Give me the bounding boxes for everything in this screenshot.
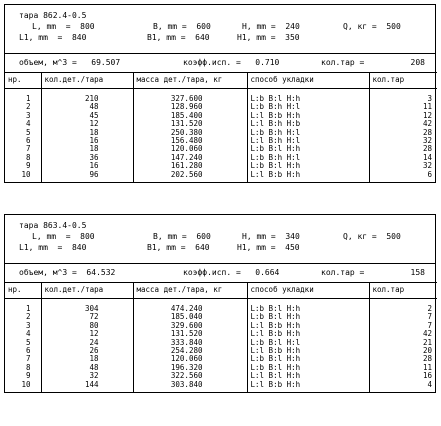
cell-package-count: 32 <box>369 162 437 170</box>
cell-mass: 254.280 <box>133 347 247 355</box>
cell-mass: 128.960 <box>133 103 247 111</box>
cell-number: 7 <box>25 144 31 154</box>
cell-packing-method: L:b B:h H:l <box>247 129 369 137</box>
cell-parts-per-package: 12 <box>41 120 133 128</box>
cell-number: 10 <box>21 169 31 179</box>
table-row <box>5 313 437 321</box>
cell-number: 1 <box>25 94 31 103</box>
cell-number: 8 <box>25 152 31 162</box>
cell-number: 4 <box>25 329 31 339</box>
param-length-1: L1, mm = 840 <box>19 33 87 42</box>
utilization-value: коэфф.исп. = 0.664 <box>183 268 280 277</box>
cell-package-count: 7 <box>369 322 437 330</box>
cell-packing-method: L:l B:b H:h <box>247 322 369 330</box>
cell-number: 6 <box>25 346 31 356</box>
cell-packing-method: L:l B:b H:h <box>247 171 369 182</box>
cell-package-count: 11 <box>369 364 437 372</box>
cell-number: 2 <box>25 102 31 112</box>
cell-parts-per-package: 16 <box>41 137 133 145</box>
cell-packing-method: L:b B:h H:l <box>247 103 369 111</box>
col-header-parts-per-package: кол.дет./тара <box>41 73 133 89</box>
cell-package-count: 21 <box>369 339 437 347</box>
cell-parts-per-package: 96 <box>41 171 133 182</box>
cell-package-count: 42 <box>369 120 437 128</box>
cell-parts-per-package: 48 <box>41 103 133 111</box>
param-width: B, mm = 600 <box>153 22 211 31</box>
cell-package-count: 32 <box>369 137 437 145</box>
cell-packing-method: L:b B:l H:h <box>247 364 369 372</box>
param-length-1: L1, mm = 840 <box>19 243 87 252</box>
cell-parts-per-package: 26 <box>41 347 133 355</box>
table-row <box>5 355 437 363</box>
cell-mass: 147.240 <box>133 154 247 162</box>
cell-parts-per-package: 72 <box>41 313 133 321</box>
cell-mass: 131.520 <box>133 120 247 128</box>
cell-package-count: 11 <box>369 103 437 111</box>
col-header-number: нр. <box>5 73 41 89</box>
package-block-1 <box>4 4 436 183</box>
param-load: Q, кг = 500 <box>343 232 401 241</box>
cell-parts-per-package: 45 <box>41 112 133 120</box>
param-length: L, mm = 800 <box>32 22 95 31</box>
cell-mass: 131.520 <box>133 330 247 338</box>
cell-number: 3 <box>25 110 31 120</box>
table-row <box>5 171 437 182</box>
cell-parts-per-package: 304 <box>41 305 133 313</box>
table-row <box>5 305 437 313</box>
cell-parts-per-package: 48 <box>41 364 133 372</box>
package-title: тара 863.4-0.5 <box>19 221 87 230</box>
cell-mass: 185.040 <box>133 313 247 321</box>
cell-package-count: 7 <box>369 313 437 321</box>
table-row <box>5 137 437 145</box>
cell-mass: 303.840 <box>133 381 247 392</box>
col-header-number: нр. <box>5 283 41 299</box>
param-height: H, mm = 340 <box>242 232 300 241</box>
cell-package-count: 4 <box>369 381 437 392</box>
cell-packing-method: L:b B:l H:h <box>247 95 369 103</box>
cell-number: 2 <box>25 312 31 322</box>
cell-packing-method: L:l B:b H:h <box>247 112 369 120</box>
col-header-package-count: кол.тар <box>369 283 437 299</box>
param-height: H, mm = 240 <box>242 22 300 31</box>
cell-packing-method: L:l B:h H:l <box>247 137 369 145</box>
param-width-1: B1, mm = 640 <box>147 33 210 42</box>
packing-table <box>5 72 437 182</box>
cell-parts-per-package: 32 <box>41 372 133 380</box>
table-row <box>5 129 437 137</box>
package-summary <box>5 263 435 282</box>
table-header-row <box>5 73 437 89</box>
cell-mass: 120.060 <box>133 355 247 363</box>
table-row <box>5 330 437 338</box>
cell-mass: 156.480 <box>133 137 247 145</box>
cell-number: 5 <box>25 127 31 137</box>
table-header-row <box>5 283 437 299</box>
param-height-1: H1, mm = 350 <box>237 33 300 42</box>
cell-parts-per-package: 12 <box>41 330 133 338</box>
table-row <box>5 322 437 330</box>
package-header <box>5 5 435 53</box>
col-header-packing-method: способ укладки <box>247 283 369 299</box>
cell-package-count: 28 <box>369 355 437 363</box>
cell-packing-method: L:b B:l H:h <box>247 305 369 313</box>
cell-packing-method: L:b B:h H:l <box>247 154 369 162</box>
cell-packing-method: L:l B:b H:h <box>247 347 369 355</box>
cell-parts-per-package: 18 <box>41 145 133 153</box>
volume-value: объем, м^3 = 64.532 <box>19 268 116 277</box>
packing-table <box>5 282 437 392</box>
cell-packing-method: L:b B:l H:h <box>247 162 369 170</box>
table-row <box>5 103 437 111</box>
package-count-label: кол.тар = <box>321 268 365 277</box>
cell-packing-method: L:b B:l H:l <box>247 339 369 347</box>
cell-number: 8 <box>25 362 31 372</box>
cell-number: 9 <box>25 161 31 171</box>
volume-value: объем, м^3 = 69.507 <box>19 58 121 67</box>
cell-package-count: 16 <box>369 372 437 380</box>
cell-package-count: 28 <box>369 129 437 137</box>
col-header-parts-per-package: кол.дет./тара <box>41 283 133 299</box>
table-row <box>5 120 437 128</box>
cell-package-count: 42 <box>369 330 437 338</box>
col-header-mass: масса дет./тара, кг <box>133 73 247 89</box>
table-row <box>5 339 437 347</box>
cell-parts-per-package: 144 <box>41 381 133 392</box>
cell-package-count: 3 <box>369 95 437 103</box>
cell-mass: 333.840 <box>133 339 247 347</box>
cell-packing-method: L:b B:l H:h <box>247 355 369 363</box>
cell-packing-method: L:b B:l H:h <box>247 145 369 153</box>
cell-parts-per-package: 210 <box>41 95 133 103</box>
cell-number: 7 <box>25 354 31 364</box>
cell-parts-per-package: 80 <box>41 322 133 330</box>
param-width-1: B1, mm = 640 <box>147 243 210 252</box>
cell-number: 4 <box>25 119 31 129</box>
cell-package-count: 28 <box>369 145 437 153</box>
cell-mass: 120.060 <box>133 145 247 153</box>
utilization-value: коэфф.исп. = 0.710 <box>183 58 280 67</box>
cell-mass: 202.560 <box>133 171 247 182</box>
cell-mass: 196.320 <box>133 364 247 372</box>
package-summary <box>5 53 435 72</box>
cell-mass: 250.380 <box>133 129 247 137</box>
table-row <box>5 154 437 162</box>
package-title: тара 862.4-0.5 <box>19 11 87 20</box>
cell-packing-method: L:l B:h H:b <box>247 120 369 128</box>
cell-number: 10 <box>21 379 31 389</box>
cell-number: 3 <box>25 320 31 330</box>
cell-mass: 327.600 <box>133 95 247 103</box>
cell-packing-method: L:b B:l H:h <box>247 313 369 321</box>
cell-parts-per-package: 36 <box>41 154 133 162</box>
cell-package-count: 6 <box>369 171 437 182</box>
cell-package-count: 14 <box>369 154 437 162</box>
col-header-package-count: кол.тар <box>369 73 437 89</box>
table-row <box>5 372 437 380</box>
cell-number: 5 <box>25 337 31 347</box>
cell-package-count: 20 <box>369 347 437 355</box>
table-row <box>5 364 437 372</box>
param-height-1: H1, mm = 450 <box>237 243 300 252</box>
param-length: L, mm = 800 <box>32 232 95 241</box>
table-row <box>5 145 437 153</box>
cell-mass: 322.560 <box>133 372 247 380</box>
cell-number: 1 <box>25 304 31 313</box>
cell-mass: 185.400 <box>133 112 247 120</box>
package-count-label: кол.тар = <box>321 58 365 67</box>
cell-package-count: 2 <box>369 305 437 313</box>
cell-mass: 474.240 <box>133 305 247 313</box>
param-width: B, mm = 600 <box>153 232 211 241</box>
table-row <box>5 112 437 120</box>
package-header <box>5 215 435 263</box>
table-row <box>5 347 437 355</box>
table-row <box>5 95 437 103</box>
cell-package-count: 12 <box>369 112 437 120</box>
cell-packing-method: L:l B:l H:h <box>247 372 369 380</box>
param-load: Q, кг = 500 <box>343 22 401 31</box>
cell-mass: 329.600 <box>133 322 247 330</box>
cell-packing-method: L:l B:b H:h <box>247 381 369 392</box>
cell-parts-per-package: 18 <box>41 355 133 363</box>
cell-number: 6 <box>25 136 31 146</box>
table-row <box>5 162 437 170</box>
cell-parts-per-package: 16 <box>41 162 133 170</box>
cell-parts-per-package: 24 <box>41 339 133 347</box>
package-count-value: 208 <box>410 58 425 67</box>
cell-number: 9 <box>25 371 31 381</box>
package-block-2 <box>4 214 436 393</box>
table-row <box>5 381 437 392</box>
col-header-packing-method: способ укладки <box>247 73 369 89</box>
cell-packing-method: L:l B:b H:h <box>247 330 369 338</box>
cell-mass: 161.280 <box>133 162 247 170</box>
table-body <box>5 299 437 393</box>
table-body <box>5 89 437 183</box>
package-count-value: 158 <box>410 268 425 277</box>
cell-parts-per-package: 18 <box>41 129 133 137</box>
col-header-mass: масса дет./тара, кг <box>133 283 247 299</box>
